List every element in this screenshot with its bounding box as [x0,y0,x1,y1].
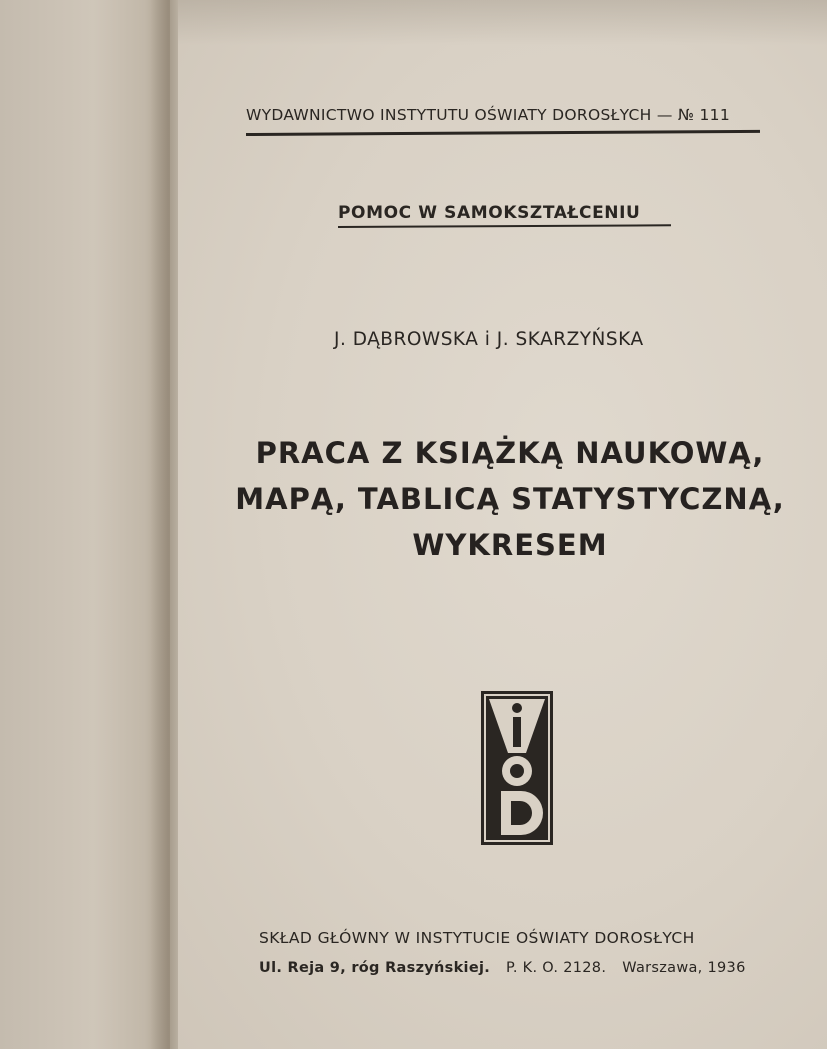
authors: J. DĄBROWSKA i J. SKARZYŃSKA [334,329,644,350]
imprint-address: Ul. Reja 9, róg Raszyńskiej. [259,960,491,976]
collection-title: POMOC W SAMOKSZTAŁCENIU [338,203,641,223]
series-line: WYDAWNICTWO INSTYTUTU OŚWIATY DOROSŁYCH — № 111 [246,106,730,124]
imprint-line: SKŁAD GŁÓWNY W INSTYTUCIE OŚWIATY DOROSŁYCH [259,929,695,947]
iod-logo-icon [481,691,553,845]
title-line-3: WYKRESEM [412,528,608,562]
book-title [230,430,790,568]
imprint-city-year: Warszawa, 1936 [622,960,746,976]
left-page [0,0,170,1049]
imprint-pko: P. K. O. 2128. [506,960,607,976]
title-line-2: MAPĄ, TABLICĄ STATYSTYCZNĄ, [235,482,785,516]
page-top-shadow [178,0,827,45]
title-line-1: PRACA Z KSIĄŻKĄ NAUKOWĄ, [255,436,765,470]
imprint-address-line [259,960,746,976]
